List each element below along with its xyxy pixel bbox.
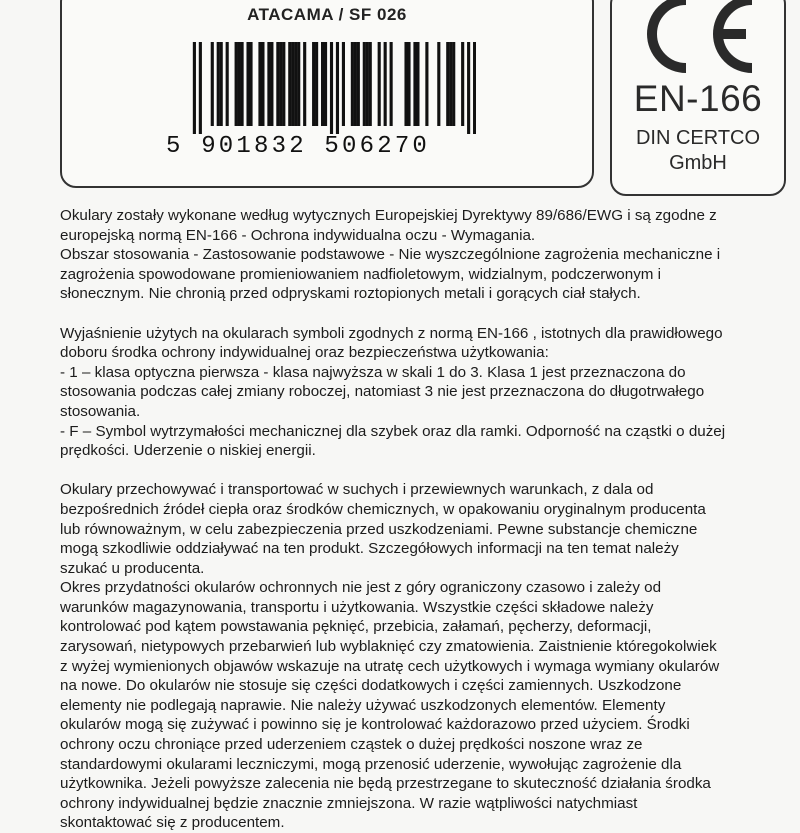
barcode-bar bbox=[279, 42, 282, 126]
barcode-digits: 5 901832 506270 bbox=[166, 133, 431, 160]
paragraph-storage bbox=[60, 480, 790, 833]
barcode-bar bbox=[294, 42, 297, 126]
paragraph-gap bbox=[60, 304, 790, 324]
text-line: elementy nie podlegają naprawie. Nie należy używać uszkodzonych elementów. Elementy bbox=[60, 696, 666, 714]
barcode-bar bbox=[461, 42, 464, 126]
text-line: standardowymi okularami leczniczymi, mogą przenosić uderzenie, wywołując zagrożenie dla bbox=[60, 755, 682, 773]
barcode-bar bbox=[467, 42, 470, 134]
certification-box bbox=[610, 0, 786, 196]
text-line: słonecznym. Nie chronią przed odpryskami roztopionych metali i gorących ciał stałych. bbox=[60, 285, 641, 303]
cert-body-line-1: DIN CERTCO bbox=[635, 127, 761, 149]
paragraph-directive bbox=[60, 206, 790, 304]
barcode-bar bbox=[446, 42, 449, 126]
barcode-bar bbox=[363, 42, 366, 126]
barcode-bar bbox=[220, 42, 223, 126]
barcode-bar bbox=[261, 42, 264, 126]
product-label-box bbox=[60, 0, 594, 188]
barcode-bar bbox=[342, 42, 345, 126]
barcode-bar bbox=[354, 42, 357, 126]
text-line: Okulary przechowywać i transportować w suchych i przewiewnych warunkach, z dala od bbox=[60, 481, 654, 499]
text-line: europejską normą EN-166 - Ochrona indywidualna oczu - Wymagania. bbox=[60, 226, 536, 244]
text-line: kontrolować pod kątem powstawania pęknięć, przebicia, załamań, pęcherzy, deformacji, bbox=[60, 618, 652, 636]
text-line: Okres przydatności okularów ochronnych nie jest z góry ograniczony czasowo i zależy od bbox=[60, 579, 662, 597]
paragraph-gap bbox=[60, 461, 790, 481]
paragraph-symbols bbox=[60, 324, 790, 461]
barcode-bar bbox=[369, 42, 372, 126]
text-line: zarysowań, nietypowych przebarwień lub wyblaknięć czy zmatowienia. Zaistnienie któregokolwiek bbox=[60, 638, 717, 656]
barcode-bar bbox=[276, 42, 279, 126]
barcode-bar bbox=[336, 42, 339, 134]
text-line: na nowe. Do okularów nie stosuje się części dodatkowych i części zamiennych. Uszkodzone bbox=[60, 677, 682, 695]
text-line: stosowania podczas całej zmiany roboczej, natomiast 3 nie jest przeznaczona do długotrwałego bbox=[60, 383, 705, 401]
ce-mark-icon bbox=[626, 0, 770, 80]
barcode-bar bbox=[357, 42, 360, 126]
barcode-bar bbox=[404, 42, 407, 126]
text-line: szukać u producenta. bbox=[60, 559, 205, 577]
text-line: - F – Symbol wytrzymałości mechanicznej dla szybek oraz dla ramki. Odporność na cząstki o dużej bbox=[60, 422, 726, 440]
text-line: lub równoważnym, w celu zabezpieczenia przed uszkodzeniami. Pewne substancje chemiczne bbox=[60, 520, 698, 538]
barcode-bar bbox=[378, 42, 381, 126]
barcode-bar bbox=[303, 42, 306, 126]
barcode-bar bbox=[217, 42, 220, 126]
barcode-bar bbox=[312, 42, 315, 126]
text-line: doboru środka ochrony indywidualnej oraz bezpieczeństwa użytkowania: bbox=[60, 344, 549, 362]
text-line: zagrożenia spowodowane promieniowaniem nadfioletowym, widzialnym, podczerwonym i bbox=[60, 265, 662, 283]
barcode-bar bbox=[270, 42, 273, 126]
barcode-bar bbox=[384, 42, 387, 126]
text-line: ochrony oczu chroniące przed uderzeniem cząstek o dużej prędkości noszone wraz ze bbox=[60, 736, 643, 754]
standard-number: EN-166 bbox=[633, 78, 763, 119]
barcode-bar bbox=[258, 42, 261, 126]
barcode-bar bbox=[390, 42, 393, 126]
cert-body-line-2: GmbH bbox=[669, 152, 727, 174]
product-name: ATACAMA / SF 026 bbox=[247, 5, 407, 24]
text-line: - 1 – klasa optyczna pierwsza - klasa najwyższa w skali 1 do 3. Klasa 1 jest przeznaczona do bbox=[60, 363, 686, 381]
barcode-bar bbox=[226, 42, 229, 126]
barcode-bar bbox=[267, 42, 270, 126]
certification-body bbox=[612, 126, 784, 176]
barcode-bar bbox=[330, 42, 333, 134]
barcode-bar bbox=[452, 42, 455, 126]
barcode-bar bbox=[235, 42, 238, 126]
barcode bbox=[166, 42, 476, 162]
barcode-bar bbox=[351, 42, 354, 126]
barcode-bar bbox=[425, 42, 428, 126]
text-line: Obszar stosowania - Zastosowanie podstawowe - Nie wyszczególnione zagrożenia mechaniczne i bbox=[60, 246, 721, 264]
text-line: stosowania. bbox=[60, 402, 141, 420]
text-line: ochrony indywidualnej będzie znacznie zmniejszona. W razie wątpliwości natychmiast bbox=[60, 794, 638, 812]
instructions-text bbox=[60, 206, 790, 833]
barcode-bar bbox=[291, 42, 294, 126]
text-line: użytkownika. Jeżeli powyższe zalecenia nie będą przestrzegane to skuteczność działania środka bbox=[60, 775, 711, 793]
barcode-bar bbox=[249, 42, 252, 126]
barcode-bar bbox=[193, 42, 196, 134]
text-line: z wyżej wymienionych objawów wskazuje na utratę cech użytkowych i wymaga wymiany okularów bbox=[60, 657, 720, 675]
barcode-bars bbox=[166, 42, 476, 134]
barcode-bar bbox=[297, 42, 300, 126]
barcode-bar bbox=[282, 42, 285, 126]
text-line: mogą szkodliwie oddziaływać na ten produkt. Szczegółowych informacji na ten temat należy bbox=[60, 540, 679, 558]
barcode-bar bbox=[416, 42, 419, 126]
text-line: Wyjaśnienie użytych na okularach symboli zgodnych z normą EN-166 , istotnych dla prawidłowego bbox=[60, 324, 723, 342]
barcode-bar bbox=[407, 42, 410, 126]
barcode-bar bbox=[449, 42, 452, 126]
barcode-bar bbox=[321, 42, 324, 126]
barcode-bar bbox=[246, 42, 249, 126]
barcode-bar bbox=[473, 42, 476, 134]
text-line: Okulary zostały wykonane według wytycznych Europejskiej Dyrektywy 89/686/EWG i są zgodne z bbox=[60, 207, 717, 224]
barcode-bar bbox=[241, 42, 244, 126]
barcode-bar bbox=[413, 42, 416, 126]
barcode-bar bbox=[366, 42, 369, 126]
text-line: skontaktować się z producentem. bbox=[60, 814, 285, 832]
barcode-bar bbox=[288, 42, 291, 126]
text-line: warunków magazynowania, transportu i użytkowania. Wszystkie części składowe należy bbox=[60, 598, 654, 616]
barcode-bar bbox=[324, 42, 327, 126]
text-line: okularów mogą się zużywać i powinno się je kontrolować każdorazowo przed użyciem. Środki bbox=[60, 716, 690, 734]
barcode-bar bbox=[238, 42, 241, 126]
barcode-bar bbox=[211, 42, 214, 126]
barcode-bar bbox=[437, 42, 440, 126]
barcode-bar bbox=[315, 42, 318, 126]
barcode-bar bbox=[199, 42, 202, 134]
text-line: bezpośrednich źródeł ciepła oraz środków chemicznych, w opakowaniu oryginalnym producenta bbox=[60, 500, 706, 518]
text-line: prędkości. Uderzenie o niskiej energii. bbox=[60, 442, 316, 460]
